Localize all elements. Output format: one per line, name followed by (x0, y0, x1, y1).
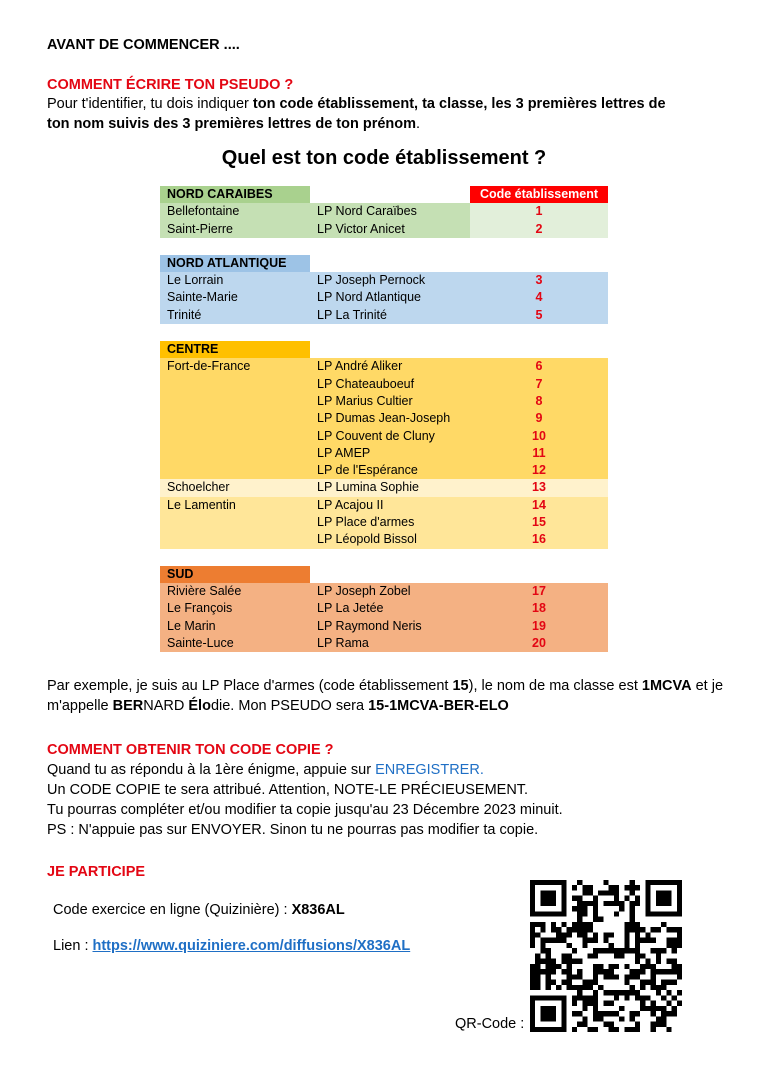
school-cell: LP Couvent de Cluny (310, 428, 470, 445)
code-cell: 17 (470, 583, 608, 600)
code-cell: 10 (470, 428, 608, 445)
school-cell: LP Nord Caraïbes (310, 203, 470, 220)
enregistrer-text: ENREGISTRER. (375, 762, 484, 778)
table-row (160, 428, 608, 445)
code-cell: 20 (470, 635, 608, 652)
code-cell: 1 (470, 203, 608, 220)
region-group (160, 255, 608, 324)
region-group (160, 341, 608, 549)
code-cell: 13 (470, 479, 608, 496)
city-cell (160, 428, 310, 445)
region-header (160, 566, 608, 583)
region-header (160, 186, 608, 203)
copie-text: Quand tu as répondu à la 1ère énigme, appuie sur ENREGISTRER. Un CODE COPIE te sera attribué. Attention, NOTE-LE PRÉCIEUSEMENT. Tu pourras compléter et/ou modifier ta copie jusqu'au 23 Décembre 2023 minuit. PS : N'appuie pas sur ENVOYER. Sinon tu ne pourras pas modifier ta copie. (47, 762, 563, 838)
pseudo-title: COMMENT ÉCRIRE TON PSEUDO ? (47, 77, 294, 93)
city-cell (160, 531, 310, 548)
code-cell: 12 (470, 462, 608, 479)
region-group (160, 186, 608, 238)
school-cell: LP Victor Anicet (310, 221, 470, 238)
table-row (160, 358, 608, 375)
table-row (160, 497, 608, 514)
school-cell: LP André Aliker (310, 358, 470, 375)
school-cell: LP de l'Espérance (310, 462, 470, 479)
code-cell: 15 (470, 514, 608, 531)
school-cell: LP Chateauboeuf (310, 376, 470, 393)
table-row (160, 410, 608, 427)
school-cell: LP Léopold Bissol (310, 531, 470, 548)
school-cell: LP Marius Cultier (310, 393, 470, 410)
code-cell: 8 (470, 393, 608, 410)
school-cell: LP AMEP (310, 445, 470, 462)
table-row (160, 618, 608, 635)
table-row (160, 445, 608, 462)
table-row (160, 583, 608, 600)
city-cell (160, 376, 310, 393)
region-header (160, 341, 608, 358)
school-cell: LP La Trinité (310, 307, 470, 324)
pseudo-text: Pour t'identifier, tu dois indiquer ton code établissement, ta classe, les 3 premières lettres de ton nom suivis des 3 premières lettres de ton prénom. (47, 96, 666, 132)
qr-label: QR-Code : (455, 1016, 525, 1032)
link-line: Lien : https://www.quiziniere.com/diffusions/X836AL (53, 938, 411, 954)
city-cell: Le Lamentin (160, 497, 310, 514)
table-row (160, 514, 608, 531)
school-cell: LP Acajou II (310, 497, 470, 514)
code-cell: 5 (470, 307, 608, 324)
city-cell: Bellefontaine (160, 203, 310, 220)
exercise-code: Code exercice en ligne (Quizinière) : X836AL (53, 902, 345, 918)
code-cell: 9 (470, 410, 608, 427)
city-cell: Le Marin (160, 618, 310, 635)
city-cell: Le Lorrain (160, 272, 310, 289)
table-row (160, 393, 608, 410)
code-cell: 3 (470, 272, 608, 289)
region-name: NORD ATLANTIQUE (160, 255, 310, 272)
school-cell: LP Place d'armes (310, 514, 470, 531)
participe-title: JE PARTICIPE (47, 864, 146, 880)
region-name: NORD CARAIBES (160, 186, 310, 203)
code-cell: 6 (470, 358, 608, 375)
code-cell: 4 (470, 289, 608, 306)
table-title: Quel est ton code établissement ? (221, 147, 547, 169)
code-cell: 18 (470, 600, 608, 617)
code-cell: 16 (470, 531, 608, 548)
example-text: Par exemple, je suis au LP Place d'armes (code établissement 15), le nom de ma classe est 1MCVA et je m'appelle BERNARD Élodie. Mon PSEUDO sera 15-1MCVA-BER-ELO (47, 678, 724, 714)
establishment-code-table (160, 186, 608, 669)
intro-title: AVANT DE COMMENCER .... (47, 37, 240, 53)
table-row (160, 462, 608, 479)
school-cell: LP Joseph Pernock (310, 272, 470, 289)
school-cell: LP Raymond Neris (310, 618, 470, 635)
city-cell: Trinité (160, 307, 310, 324)
table-row (160, 376, 608, 393)
table-row (160, 635, 608, 652)
city-cell: Le François (160, 600, 310, 617)
qr-code-icon[interactable] (530, 880, 682, 1032)
city-cell: Sainte-Marie (160, 289, 310, 306)
city-cell: Rivière Salée (160, 583, 310, 600)
table-row (160, 221, 608, 238)
city-cell: Fort-de-France (160, 358, 310, 375)
city-cell: Sainte-Luce (160, 635, 310, 652)
code-header: Code établissement (470, 186, 608, 203)
city-cell: Schoelcher (160, 479, 310, 496)
code-cell: 11 (470, 445, 608, 462)
code-cell: 19 (470, 618, 608, 635)
school-cell: LP Lumina Sophie (310, 479, 470, 496)
code-cell: 2 (470, 221, 608, 238)
table-row (160, 600, 608, 617)
school-cell: LP Rama (310, 635, 470, 652)
table-row (160, 307, 608, 324)
school-cell: LP La Jetée (310, 600, 470, 617)
school-cell: LP Dumas Jean-Joseph (310, 410, 470, 427)
table-row (160, 203, 608, 220)
city-cell (160, 393, 310, 410)
school-cell: LP Joseph Zobel (310, 583, 470, 600)
code-cell: 7 (470, 376, 608, 393)
city-cell (160, 445, 310, 462)
school-cell: LP Nord Atlantique (310, 289, 470, 306)
region-name: CENTRE (160, 341, 310, 358)
quiziniere-link[interactable]: https://www.quiziniere.com/diffusions/X836AL (92, 938, 411, 954)
region-group (160, 566, 608, 652)
region-name: SUD (160, 566, 310, 583)
city-cell: Saint-Pierre (160, 221, 310, 238)
code-cell: 14 (470, 497, 608, 514)
city-cell (160, 462, 310, 479)
city-cell (160, 514, 310, 531)
city-cell (160, 410, 310, 427)
table-row (160, 531, 608, 548)
copie-title: COMMENT OBTENIR TON CODE COPIE ? (47, 742, 334, 758)
table-row (160, 272, 608, 289)
region-header (160, 255, 608, 272)
table-row (160, 479, 608, 496)
table-row (160, 289, 608, 306)
